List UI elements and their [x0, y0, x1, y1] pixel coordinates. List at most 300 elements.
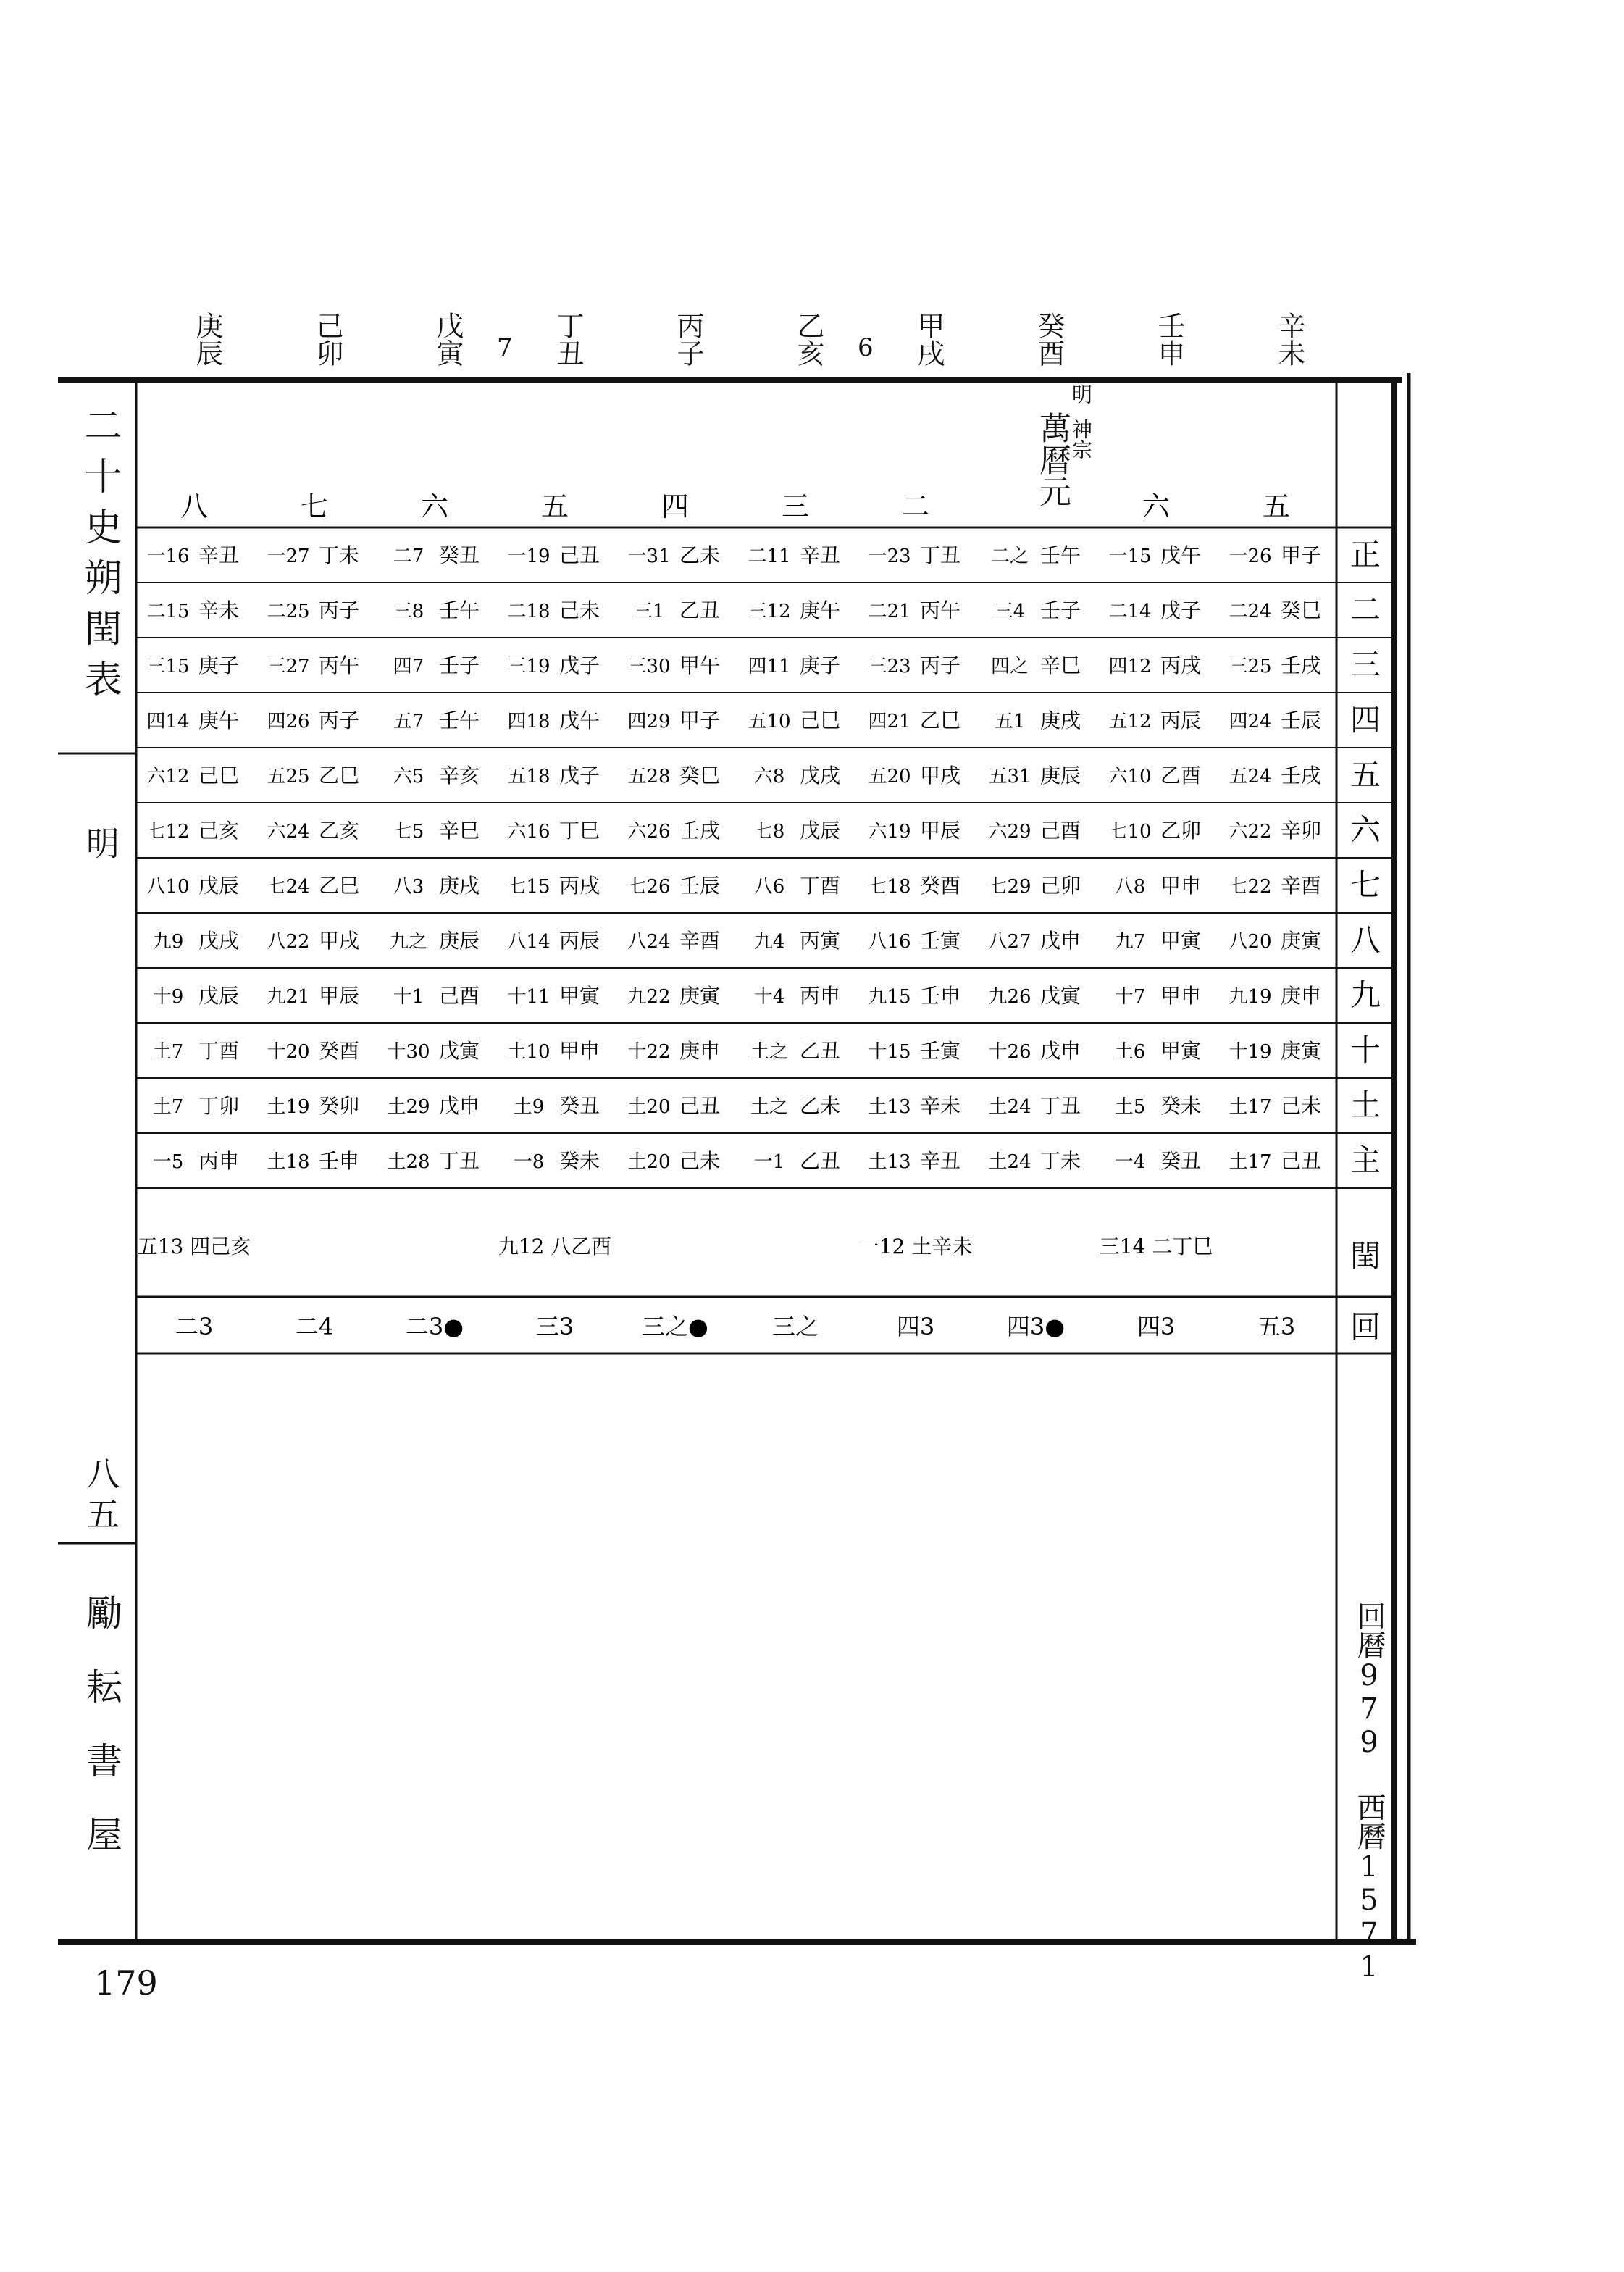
cell-ganzhi: 丙寅 [799, 929, 841, 953]
cell-ganzhi: 己丑 [679, 1094, 721, 1118]
cell-ganzhi: 乙卯 [1160, 819, 1202, 843]
cell-ganzhi: 丁丑 [1039, 1094, 1081, 1118]
cell-ganzhi: 癸酉 [919, 874, 961, 898]
cell-month-day: 十9 [152, 986, 184, 1008]
cell-ganzhi: 壬子 [1039, 598, 1081, 622]
cell-month-day: 土7 [152, 1096, 184, 1118]
cell-ganzhi: 乙丑 [799, 1039, 841, 1063]
cell-ganzhi: 壬子 [438, 653, 480, 677]
cell-month-day: 五28 [627, 766, 671, 788]
year-header: 丙子 [672, 312, 704, 367]
cell-month-day: 四12 [1108, 656, 1152, 677]
cell-ganzhi: 壬辰 [1280, 709, 1322, 732]
cell-ganzhi: 壬戌 [679, 819, 721, 843]
cell-ganzhi: 丁卯 [198, 1094, 240, 1118]
cell-ganzhi: 乙巳 [318, 764, 360, 788]
cell-month-day: 九9 [152, 931, 184, 953]
reign-year-label: 四 [661, 490, 690, 522]
cell-month-day: 八3 [393, 876, 424, 898]
cell-ganzhi: 戊午 [1160, 543, 1202, 567]
table-cells [138, 490, 1381, 1345]
row-header: 八 [1349, 922, 1381, 958]
cell-ganzhi: 庚辰 [438, 929, 480, 953]
cell-ganzhi: 甲戌 [919, 764, 961, 788]
cell-month-day: 九15 [868, 986, 911, 1008]
cell-ganzhi: 丙申 [198, 1149, 240, 1173]
cell-ganzhi: 戊午 [558, 709, 600, 732]
cell-ganzhi: 己丑 [558, 543, 600, 567]
cell-month-day: 六29 [988, 821, 1031, 843]
cell-month-day: 六16 [507, 821, 551, 843]
cell-ganzhi: 甲申 [1160, 874, 1202, 898]
year-mark: 7 [497, 333, 513, 362]
cell-ganzhi: 甲子 [679, 709, 721, 732]
reign-dynasty: 明 [1069, 384, 1093, 404]
cell-ganzhi: 甲辰 [318, 984, 360, 1008]
cell-month-day: 八22 [267, 931, 310, 953]
year-header: 己卯 [311, 312, 343, 367]
cell-month-day: 一8 [513, 1151, 545, 1173]
cell-month-day: 二18 [507, 601, 551, 622]
row-header: 回 [1349, 1309, 1381, 1345]
cell-month-day: 四7 [393, 656, 424, 677]
cell-month-day: 十22 [627, 1041, 671, 1063]
year-header: 丁丑 [552, 312, 584, 367]
year-header: 甲戌 [913, 312, 945, 367]
cell-month-day: 六8 [753, 766, 785, 788]
cell-ganzhi: 庚戌 [1039, 709, 1081, 732]
cell-month-day: 土28 [387, 1151, 430, 1173]
cell-month-day: 土17 [1229, 1096, 1272, 1118]
cell-ganzhi: 戊辰 [799, 819, 841, 843]
cell-ganzhi: 辛丑 [198, 543, 240, 567]
cell-ganzhi: 癸未 [558, 1149, 600, 1173]
cell-leap: 一12 土辛未 [858, 1235, 973, 1258]
cell-ganzhi: 甲戌 [318, 929, 360, 953]
cell-ganzhi: 己未 [679, 1149, 721, 1173]
cell-ganzhi: 庚午 [198, 709, 240, 732]
cell-month-day: 九22 [627, 986, 671, 1008]
cell-ganzhi: 甲辰 [919, 819, 961, 843]
cell-ganzhi: 辛巳 [438, 819, 480, 843]
cell-ganzhi: 己酉 [1039, 819, 1081, 843]
cell-month-day: 七18 [868, 876, 911, 898]
cell-ganzhi: 乙丑 [679, 598, 721, 622]
cell-ganzhi: 庚戌 [438, 874, 480, 898]
cell-month-day: 五1 [994, 711, 1026, 732]
cell-month-day: 六12 [146, 766, 190, 788]
cell-month-day: 九21 [267, 986, 310, 1008]
cell-ganzhi: 丁未 [1039, 1149, 1081, 1173]
cell-month-day: 二之 [990, 546, 1029, 567]
cell-hui: 二4 [295, 1313, 334, 1340]
reign-year-label: 六 [420, 490, 449, 522]
cell-month-day: 十30 [387, 1041, 430, 1063]
reign-year-label: 七 [300, 490, 329, 522]
row-header: 土 [1349, 1087, 1381, 1123]
cell-month-day: 土9 [513, 1096, 545, 1118]
cell-month-day: 九4 [753, 931, 785, 953]
cell-month-day: 一23 [868, 546, 911, 567]
cell-month-day: 土13 [868, 1096, 911, 1118]
cell-hui: 四3 [896, 1313, 935, 1340]
reign-year-label: 六 [1142, 490, 1171, 522]
cell-ganzhi: 己巳 [198, 764, 240, 788]
cell-ganzhi: 己卯 [1039, 874, 1081, 898]
cell-ganzhi: 己巳 [799, 709, 841, 732]
cell-ganzhi: 甲午 [679, 653, 721, 677]
cell-month-day: 土之 [750, 1041, 789, 1063]
cell-ganzhi: 庚午 [799, 598, 841, 622]
cell-month-day: 三8 [393, 601, 424, 622]
publisher-label: 勵耘書屋 [80, 1594, 122, 1889]
row-header: 二 [1349, 592, 1381, 627]
cell-month-day: 八16 [868, 931, 911, 953]
cell-ganzhi: 丁丑 [919, 543, 961, 567]
cell-month-day: 九之 [389, 931, 428, 953]
cell-ganzhi: 癸丑 [1160, 1149, 1202, 1173]
cell-month-day: 七24 [267, 876, 310, 898]
cell-ganzhi: 丁巳 [558, 819, 600, 843]
reign-year-label: 三 [781, 490, 810, 522]
cell-ganzhi: 癸丑 [438, 543, 480, 567]
cell-ganzhi: 辛亥 [438, 764, 480, 788]
cell-ganzhi: 辛未 [919, 1094, 961, 1118]
cell-month-day: 五10 [748, 711, 791, 732]
cell-ganzhi: 壬戌 [1280, 764, 1322, 788]
row-header: 十 [1349, 1032, 1381, 1068]
cell-ganzhi: 庚辰 [1039, 764, 1081, 788]
cell-ganzhi: 丙戌 [1160, 653, 1202, 677]
cell-ganzhi: 乙丑 [799, 1149, 841, 1173]
cell-month-day: 土20 [627, 1151, 671, 1173]
cell-month-day: 土7 [152, 1041, 184, 1063]
cell-month-day: 十4 [753, 986, 785, 1008]
reign-emperor: 神宗 [1069, 419, 1093, 459]
cell-ganzhi: 己未 [1280, 1094, 1322, 1118]
cell-ganzhi: 庚寅 [1280, 929, 1322, 953]
cell-ganzhi: 戊子 [1160, 598, 1202, 622]
cell-ganzhi: 癸巳 [679, 764, 721, 788]
cell-month-day: 土29 [387, 1096, 430, 1118]
reign-year-label: 五 [1262, 490, 1291, 522]
row-header: 正 [1349, 537, 1381, 572]
cell-ganzhi: 庚申 [679, 1039, 721, 1063]
cell-hui: 三之 [771, 1313, 819, 1340]
cell-month-day: 土17 [1229, 1151, 1272, 1173]
cell-ganzhi: 甲申 [558, 1039, 600, 1063]
year-header: 辛未 [1273, 312, 1305, 367]
book-page-number: 八五 [81, 1456, 120, 1537]
cell-month-day: 土之 [750, 1096, 789, 1118]
cell-month-day: 七26 [627, 876, 671, 898]
cell-month-day: 土20 [627, 1096, 671, 1118]
cell-month-day: 十26 [988, 1041, 1031, 1063]
cell-month-day: 土24 [988, 1151, 1031, 1173]
cell-hui: 四3 [1137, 1313, 1176, 1340]
cell-ganzhi: 乙未 [679, 543, 721, 567]
cell-month-day: 十20 [267, 1041, 310, 1063]
year-mark: 6 [858, 333, 874, 362]
cell-month-day: 二15 [146, 601, 190, 622]
cell-month-day: 一19 [507, 546, 551, 567]
cell-ganzhi: 辛酉 [679, 929, 721, 953]
cell-month-day: 五20 [868, 766, 911, 788]
page-number: 179 [94, 1963, 158, 2002]
cell-month-day: 八27 [988, 931, 1031, 953]
cell-hui: 五3 [1257, 1313, 1296, 1340]
cell-ganzhi: 丙午 [318, 653, 360, 677]
cell-month-day: 二7 [393, 546, 424, 567]
cell-month-day: 四21 [868, 711, 911, 732]
cell-month-day: 三15 [146, 656, 190, 677]
reign-year-label: 五 [540, 490, 569, 522]
cell-month-day: 六5 [393, 766, 424, 788]
cell-ganzhi: 戊戌 [799, 764, 841, 788]
cell-month-day: 九19 [1229, 986, 1272, 1008]
year-header: 癸酉 [1033, 312, 1065, 367]
cell-ganzhi: 乙亥 [318, 819, 360, 843]
cell-month-day: 三12 [748, 601, 791, 622]
cell-ganzhi: 辛酉 [1280, 874, 1322, 898]
cell-month-day: 十1 [393, 986, 424, 1008]
year-header: 壬申 [1153, 312, 1185, 367]
cell-month-day: 九26 [988, 986, 1031, 1008]
cell-ganzhi: 辛丑 [799, 543, 841, 567]
year-header: 戊寅 [432, 312, 464, 367]
row-header: 六 [1349, 812, 1381, 848]
cell-month-day: 八6 [753, 876, 785, 898]
cell-ganzhi: 壬辰 [679, 874, 721, 898]
dynasty-label: 明 [81, 826, 120, 859]
cell-month-day: 七10 [1108, 821, 1152, 843]
cell-month-day: 三19 [507, 656, 551, 677]
cell-hui: 三3 [535, 1313, 574, 1340]
cell-ganzhi: 辛卯 [1280, 819, 1322, 843]
reign-era: 萬曆元 [1034, 412, 1071, 507]
cell-ganzhi: 丁未 [318, 543, 360, 567]
cell-ganzhi: 丙午 [919, 598, 961, 622]
cell-month-day: 八20 [1229, 931, 1272, 953]
cell-month-day: 二25 [267, 601, 310, 622]
cell-month-day: 五7 [393, 711, 424, 732]
cell-ganzhi: 丙辰 [558, 929, 600, 953]
cell-month-day: 二14 [1108, 601, 1152, 622]
cell-ganzhi: 壬寅 [919, 1039, 961, 1063]
cell-ganzhi: 庚寅 [1280, 1039, 1322, 1063]
cell-month-day: 七12 [146, 821, 190, 843]
cell-month-day: 四29 [627, 711, 671, 732]
reign-year-label: 二 [901, 490, 930, 522]
year-header: 乙亥 [792, 312, 824, 367]
cell-ganzhi: 戊申 [438, 1094, 480, 1118]
cell-month-day: 六24 [267, 821, 310, 843]
cell-month-day: 土18 [267, 1151, 310, 1173]
cell-month-day: 二24 [1229, 601, 1272, 622]
cell-month-day: 十11 [507, 986, 551, 1008]
cell-month-day: 十7 [1114, 986, 1146, 1008]
row-header: 三 [1349, 647, 1381, 682]
cell-hui: 二3 [175, 1313, 214, 1340]
cell-ganzhi: 甲寅 [1160, 929, 1202, 953]
cell-hui: 三之● [642, 1313, 708, 1340]
row-header: 主 [1349, 1143, 1381, 1178]
cell-ganzhi: 戊寅 [1039, 984, 1081, 1008]
cell-leap: 三14 二丁巳 [1099, 1235, 1213, 1258]
cell-ganzhi: 壬午 [438, 709, 480, 732]
cell-ganzhi: 己酉 [438, 984, 480, 1008]
cell-ganzhi: 壬午 [438, 598, 480, 622]
cell-ganzhi: 庚寅 [679, 984, 721, 1008]
cell-ganzhi: 丙子 [318, 598, 360, 622]
cell-month-day: 八24 [627, 931, 671, 953]
cell-month-day: 一31 [627, 546, 671, 567]
cell-month-day: 一26 [1229, 546, 1272, 567]
cell-month-day: 三25 [1229, 656, 1272, 677]
cell-ganzhi: 乙未 [799, 1094, 841, 1118]
cell-month-day: 四24 [1229, 711, 1272, 732]
cell-month-day: 七29 [988, 876, 1031, 898]
row-header: 九 [1349, 977, 1381, 1013]
cell-ganzhi: 乙酉 [1160, 764, 1202, 788]
cell-month-day: 三23 [868, 656, 911, 677]
cell-ganzhi: 乙巳 [919, 709, 961, 732]
cell-month-day: 一4 [1114, 1151, 1146, 1173]
cell-ganzhi: 辛未 [198, 598, 240, 622]
year-header: 庚辰 [191, 312, 223, 367]
cell-ganzhi: 丙子 [318, 709, 360, 732]
cell-month-day: 四26 [267, 711, 310, 732]
cell-month-day: 一15 [1108, 546, 1152, 567]
cell-ganzhi: 戊子 [558, 653, 600, 677]
cell-month-day: 一5 [152, 1151, 184, 1173]
cell-ganzhi: 壬寅 [919, 929, 961, 953]
cell-month-day: 五24 [1229, 766, 1272, 788]
cell-ganzhi: 壬戌 [1280, 653, 1322, 677]
cell-ganzhi: 壬申 [318, 1149, 360, 1173]
cell-month-day: 九7 [1114, 931, 1146, 953]
cell-month-day: 八8 [1114, 876, 1146, 898]
cell-month-day: 四18 [507, 711, 551, 732]
cell-month-day: 二11 [748, 546, 791, 567]
cell-ganzhi: 辛巳 [1039, 653, 1081, 677]
cell-ganzhi: 癸巳 [1280, 598, 1322, 622]
cell-ganzhi: 丁丑 [438, 1149, 480, 1173]
cell-ganzhi: 戊寅 [438, 1039, 480, 1063]
cell-ganzhi: 丙辰 [1160, 709, 1202, 732]
cell-month-day: 十19 [1229, 1041, 1272, 1063]
cell-leap: 九12 八乙酉 [498, 1235, 612, 1258]
cell-month-day: 十15 [868, 1041, 911, 1063]
reign-year-label: 八 [180, 490, 209, 522]
cell-ganzhi: 丁酉 [799, 874, 841, 898]
cell-month-day: 五18 [507, 766, 551, 788]
cell-ganzhi: 丙戌 [558, 874, 600, 898]
cell-hui: 四3● [1006, 1313, 1066, 1340]
cell-month-day: 二21 [868, 601, 911, 622]
cell-ganzhi: 庚子 [198, 653, 240, 677]
cell-month-day: 一16 [146, 546, 190, 567]
cell-month-day: 一27 [267, 546, 310, 567]
cell-month-day: 八10 [146, 876, 190, 898]
cell-month-day: 土13 [868, 1151, 911, 1173]
cell-month-day: 土10 [507, 1041, 551, 1063]
cell-ganzhi: 戊辰 [198, 984, 240, 1008]
cell-month-day: 七8 [753, 821, 785, 843]
cell-ganzhi: 甲寅 [1160, 1039, 1202, 1063]
cell-ganzhi: 庚子 [799, 653, 841, 677]
cell-ganzhi: 癸酉 [318, 1039, 360, 1063]
row-header: 四 [1349, 702, 1381, 738]
cell-ganzhi: 戊辰 [198, 874, 240, 898]
row-header: 閏 [1349, 1238, 1381, 1274]
cell-ganzhi: 戊申 [1039, 1039, 1081, 1063]
cell-ganzhi: 己丑 [1280, 1149, 1322, 1173]
cell-month-day: 七5 [393, 821, 424, 843]
cell-month-day: 四之 [990, 656, 1029, 677]
cell-month-day: 一1 [753, 1151, 785, 1173]
cell-month-day: 七22 [1229, 876, 1272, 898]
cell-ganzhi: 甲申 [1160, 984, 1202, 1008]
cell-month-day: 三4 [994, 601, 1026, 622]
cell-month-day: 六26 [627, 821, 671, 843]
calendar-note: 回曆979 西曆1571 [1352, 1601, 1386, 1984]
cell-month-day: 六10 [1108, 766, 1152, 788]
cell-hui: 二3● [405, 1313, 464, 1340]
cell-leap: 五13 四己亥 [137, 1235, 251, 1258]
cell-ganzhi: 癸卯 [318, 1094, 360, 1118]
cell-month-day: 三30 [627, 656, 671, 677]
cell-ganzhi: 丙申 [799, 984, 841, 1008]
book-title: 二十史朔閏表 [78, 406, 121, 710]
cell-ganzhi: 丙子 [919, 653, 961, 677]
cell-ganzhi: 己未 [558, 598, 600, 622]
cell-ganzhi: 戊戌 [198, 929, 240, 953]
cell-ganzhi: 乙巳 [318, 874, 360, 898]
row-header: 五 [1349, 757, 1381, 793]
cell-ganzhi: 己亥 [198, 819, 240, 843]
cell-ganzhi: 庚申 [1280, 984, 1322, 1008]
cell-month-day: 八14 [507, 931, 551, 953]
cell-month-day: 六22 [1229, 821, 1272, 843]
cell-ganzhi: 戊申 [1039, 929, 1081, 953]
cell-ganzhi: 丁酉 [198, 1039, 240, 1063]
cell-month-day: 六19 [868, 821, 911, 843]
cell-month-day: 土24 [988, 1096, 1031, 1118]
cell-month-day: 五12 [1108, 711, 1152, 732]
reign-note [1029, 383, 1108, 527]
cell-ganzhi: 癸丑 [558, 1094, 600, 1118]
cell-month-day: 五31 [988, 766, 1031, 788]
cell-ganzhi: 甲子 [1280, 543, 1322, 567]
cell-ganzhi: 壬午 [1039, 543, 1081, 567]
cell-month-day: 土6 [1114, 1041, 1146, 1063]
cell-month-day: 四14 [146, 711, 190, 732]
cell-ganzhi: 癸未 [1160, 1094, 1202, 1118]
cell-month-day: 五25 [267, 766, 310, 788]
cell-ganzhi: 壬申 [919, 984, 961, 1008]
cell-ganzhi: 辛丑 [919, 1149, 961, 1173]
cell-month-day: 土19 [267, 1096, 310, 1118]
cell-month-day: 土5 [1114, 1096, 1146, 1118]
cell-month-day: 三27 [267, 656, 310, 677]
cell-month-day: 七15 [507, 876, 551, 898]
cell-ganzhi: 甲寅 [558, 984, 600, 1008]
table-frame [58, 373, 1416, 1945]
cell-ganzhi: 戊子 [558, 764, 600, 788]
cell-month-day: 三1 [633, 601, 665, 622]
row-header: 七 [1349, 867, 1381, 903]
